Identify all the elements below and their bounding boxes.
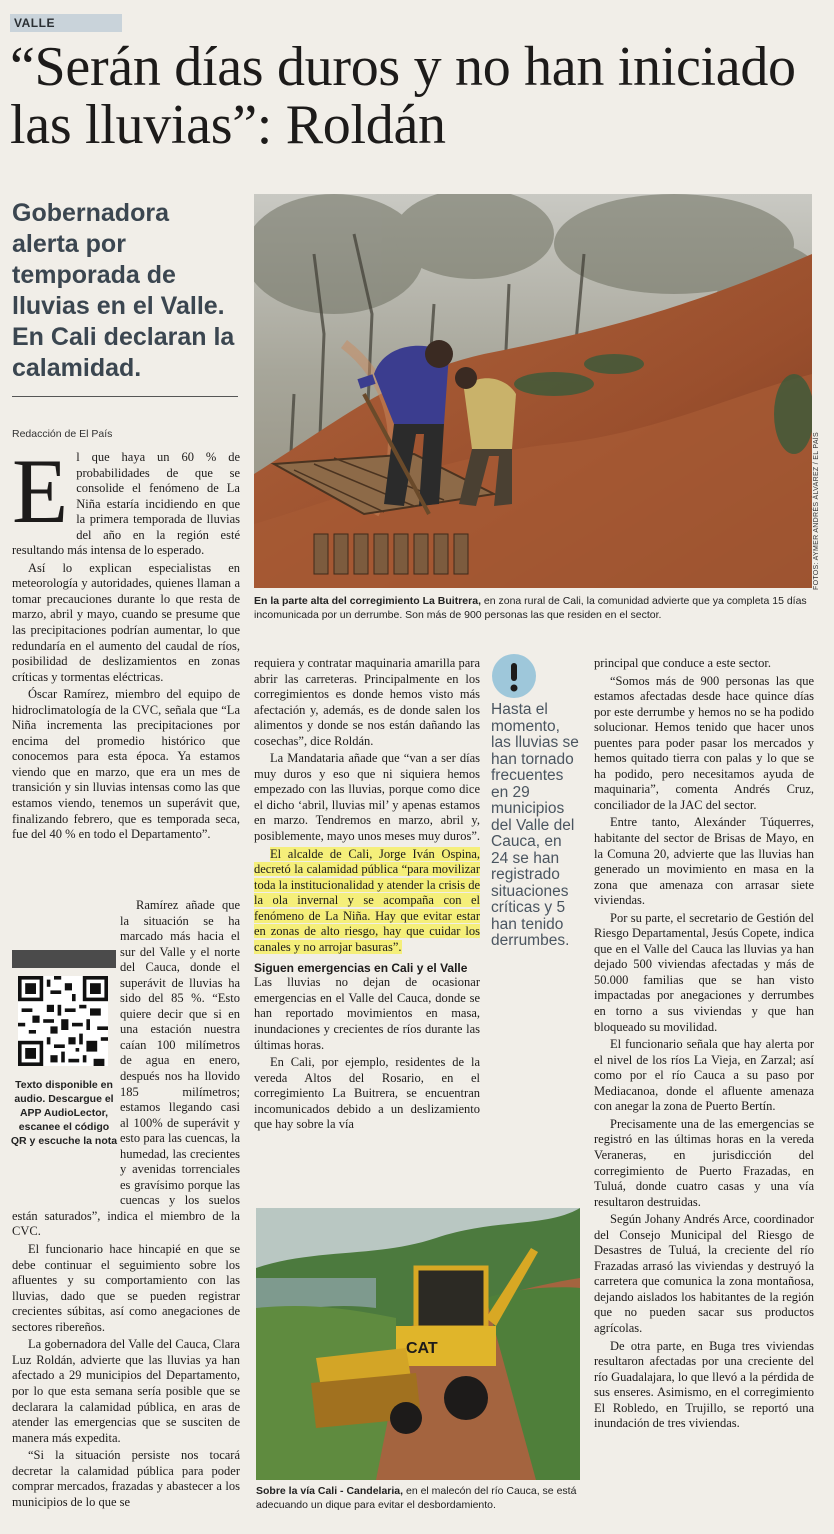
paragraph: Según Johany Andrés Arce, coordinador del Consejo Municipal del Riesgo de Desastres de Tuluá, la creciente del río Frazadas arrasó las viviendas y destruyó la carretera que comunica la zona montañosa, dejando aislados los habitantes de la región que no pueden sacar sus productos agrícolas.	[594, 1212, 814, 1335]
landslide-image	[254, 194, 812, 588]
paragraph: El funcionario hace hincapié en que se debe continuar el seguimiento sobre los afluentes y su comportamiento con las lluvias, dado que se pueden registrar crecientes súbitas, así como anegaciones de sectores ribereños.	[12, 1242, 240, 1334]
paragraph: Así lo explican especialistas en meteorología y autoridades, quienes llaman a tomar precauciones durante lo que resta de marzo, abril y mayo, cuando se presume que las precipitaciones podrían aumentar, lo que redundaría en el aumento del caudal de ríos, posibilidad de deslizamientos en zonas críticas y tormentas eléctricas.	[12, 560, 240, 684]
qr-caption: Texto disponible en audio. Descargue el APP AudioLector, escanee el código QR y escuche la nota	[10, 1079, 118, 1147]
qr-float-spacer	[12, 898, 120, 1194]
paragraph: El funcionario señala que hay alerta por el nivel de los ríos La Vieja, en Zarzal; así como por el río Cauca a su paso por Mediacanoa, donde el afluente amenaza con anegar la zona de Puerto Bertín.	[594, 1037, 814, 1114]
lead-paragraph	[12, 440, 240, 559]
paragraph: La gobernadora del Valle del Cauca, Clara Luz Roldán, advierte que las lluvias ya han afectado a 29 municipios del Departamento, por lo que esta semana sería posible que se declarara la calamidad pública, en aras de atender las emergencias que se susciten de manera más expedita.	[12, 1337, 240, 1445]
photo-1-caption	[254, 594, 814, 622]
exclamation-icon	[492, 654, 536, 698]
highlighted-quote	[254, 847, 480, 956]
highlighted-text: El alcalde de Cali, Jorge Iván Ospina, decretó la calamidad pública “para movilizar toda la institucionalidad y atender la crisis de la ola invernal y se acompaña con el fenómeno de La Niña. Hay que evitar estar en zonas de alto riesgo, hay que cuidar los canales y no arrojar basuras”.	[254, 846, 480, 954]
headline: “Serán días duros y no han iniciado las lluvias”: Roldán	[10, 36, 796, 156]
paragraph: “Si la situación persiste nos tocará decretar la calamidad pública para poder comprar mercados, frazadas y abastecer a los municipios de lo que se	[12, 1448, 240, 1509]
lead-text: l que haya un 60 % de probabilidades de que se consolide el fenómeno de La Niña estaría incidiendo en que la primera temporada de lluvias del año en la región esté resultando más intensa de lo esperado.	[12, 450, 240, 558]
photo-landslide	[254, 194, 812, 588]
caption-bold: En la parte alta del corregimiento La Buitrera,	[254, 595, 481, 607]
excavator-image	[256, 1208, 580, 1480]
paragraph: Entre tanto, Alexánder Túquerres, habitante del sector de Brisas de Mayo, en la Comuna 20, advierte que las lluvias han generado un movimiento en masa en la zona que amenaza con arrasar siete viviendas.	[594, 815, 814, 908]
article-column-1	[12, 440, 240, 845]
paragraph: De otra parte, en Buga tres viviendas resultaron afectadas por una creciente del río Guadalajara, lo que llevó a la pérdida de sus enseres. Asimismo, en el corregimiento El Robledo, en Trujillo, se reportó una inundación de tres viviendas.	[594, 1338, 814, 1431]
divider	[12, 396, 238, 397]
photo-excavator	[256, 1208, 580, 1480]
article-column-1-lower	[12, 898, 240, 1512]
paragraph: principal que conduce a este sector.	[594, 656, 772, 670]
photo-credit: FOTOS: AYMER ANDRÉS ÁLVAREZ / EL PAÍS	[813, 431, 820, 590]
caption-text: en el malecón del río Cauca, se está adecuando un dique para evitar el desbordamiento.	[256, 1485, 577, 1511]
photo-2-caption	[256, 1484, 586, 1512]
section-subtitle: Siguen emergencias en Cali y el Valle	[254, 961, 468, 976]
article-column-4	[594, 656, 814, 1434]
paragraph: Precisamente una de las emergencias se registró en las últimas horas en la vereda Veraneras, en jurisdicción del corregimiento de Puerto Frazadas, en Tuluá, donde cuatro casas y una vía resultaron destruidas.	[594, 1116, 814, 1209]
byline: Redacción de El País	[12, 428, 113, 440]
subhead: Gobernadora alerta por temporada de lluvias en el Valle. En Cali declaran la calamidad.	[12, 199, 235, 382]
caption-text: en zona rural de Cali, la comunidad advierte que ya completa 15 días incomunicada por un derrumbe. Son más de 900 personas las que residen en el sector.	[254, 595, 807, 621]
paragraph: En Cali, por ejemplo, residentes de la vereda Altos del Rosario, en el corregimiento La Buitrera, se encuentran incomunicados debido a un deslizamiento que hay sobre la vía	[254, 1055, 480, 1132]
paragraph: requiera y contratar maquinaria amarilla para abrir las carreteras. Principalmente en los corregimientos es donde hemos visto más afectación y, además, es de donde salen los alimentos y donde se nos están dañando las cosechas”, dice Roldán.	[254, 656, 480, 748]
paragraph: Las lluvias no dejan de ocasionar emergencias en el Valle del Cauca, donde se han reportado movimientos en masa, inundaciones y crecientes de ríos durante las últimas horas.	[254, 975, 480, 1052]
section-tag: VALLE	[10, 14, 122, 32]
paragraph: Ramírez añade que la situación se ha marcado más hacia el sur del Valle y el norte del Cauca, donde el superávit de lluvias ha sido del 85 %. “Esto quiere decir que si en una estación nuestra caían 100 milímetros de agua en enero, después nos ha llovido 185 milímetros; estamos llegando casi al 100% de superávit y esto para las cuencas, la humedad, las crecientes y avenidas torrenciales es gravísimo porque las cuencas y los suelos están saturados”, indica el miembro de la CVC.	[12, 898, 240, 1239]
paragraph: “Somos más de 900 personas las que estamos afectadas desde hace quince días por este derrumbe y hemos no se ha podido solucionar. Hemos tenido que hacer unos puentes para poder pasar los mercados y hemos quitado tierra con palas y lo que se ha podido, pero necesitamos ayuda de maquinaria”, comenta Andrés Cruz, conciliador de la JAC del sector.	[594, 673, 814, 812]
svg-text:CAT: CAT	[406, 1340, 438, 1357]
paragraph: Óscar Ramírez, miembro del equipo de hidroclimatología de la CVC, señala que “La Niña incrementa las precipitaciones por encima del promedio histórico que conocemos para esta época. Ya estamos viendo que en marzo, que era un mes de transición y sin lluvias intensas como las que estamos viendo, tenemos un superávit que, finalizando febrero, que es temporada seca, fue del 40 % en todo el Departamento”.	[12, 687, 240, 842]
sidebar-fact: Hasta el momento, las lluvias se han tornado frecuentes en 29 municipios del Valle del Cauca, en 24 se han registrado situaciones críticas y 5 han tenido derrumbes.	[491, 701, 579, 949]
drop-cap: E	[12, 440, 69, 542]
article-column-2	[254, 656, 480, 1135]
paragraph: La Mandataria añade que “van a ser días muy duros y eso que ni siquiera hemos empezado con las lluvias, porque como dice el dicho ‘abril, lluvias mil’ y apenas estamos en marzo. Tendremos en marzo, abril y, posiblemente, mayo unos meses muy duros”.	[254, 751, 481, 844]
paragraph: Por su parte, el secretario de Gestión del Riesgo Departamental, Jesús Copete, indica que en el Valle del Cauca las lluvias ya han dejado 500 viviendas afectadas y más de 50.000 familias que se han visto impactadas por anegaciones y derrumbes en torno a sus viviendas y que han bloqueado su movilidad.	[594, 910, 814, 1034]
caption-bold: Sobre la vía Cali - Candelaria,	[256, 1485, 404, 1497]
